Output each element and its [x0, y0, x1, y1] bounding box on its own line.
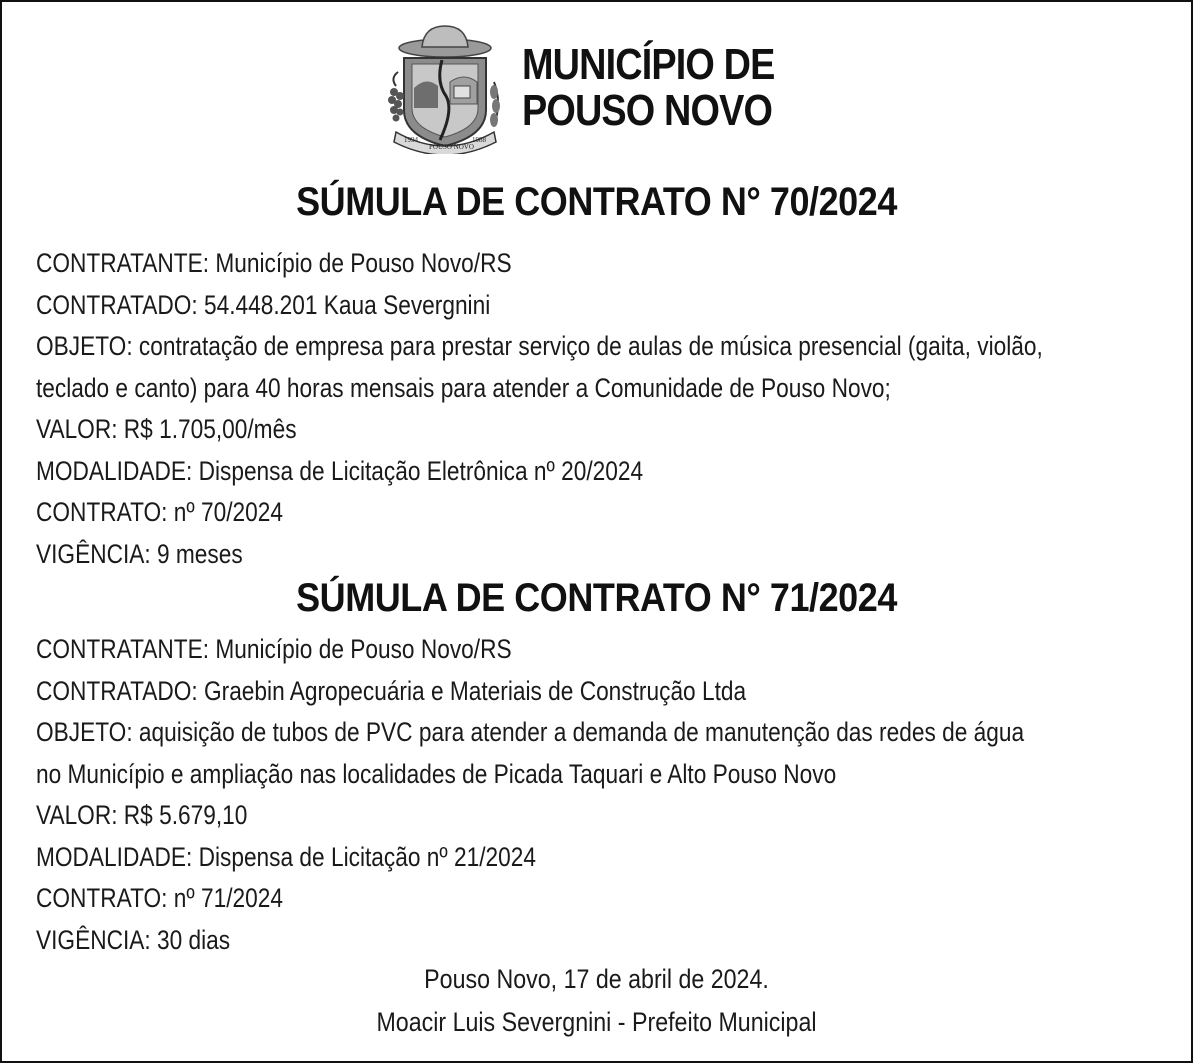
contract-71-valor: VALOR: R$ 5.679,10 — [36, 800, 248, 830]
municipality-name-line2: POUSO NOVO — [522, 86, 773, 135]
contract-70-contratante: CONTRATANTE: Município de Pouso Novo/RS — [36, 248, 512, 278]
municipality-name — [522, 42, 774, 134]
contract-70-objeto-line2: teclado e canto) para 40 horas mensais para atender a Comunidade de Pouso Novo; — [36, 372, 891, 403]
municipality-name-line1: MUNICÍPIO DE — [522, 40, 775, 89]
contract-70-contrato: CONTRATO: nº 70/2024 — [36, 497, 283, 527]
contract-71-contratado: CONTRATADO: Graebin Agropecuária e Materiais de Construção Ltda — [36, 675, 747, 706]
contract-70-vigencia: VIGÊNCIA: 9 meses — [36, 538, 243, 569]
header — [382, 22, 816, 154]
contract-71-contrato: CONTRATO: nº 71/2024 — [36, 883, 283, 913]
place-date: Pouso Novo, 17 de abril de 2024. — [424, 964, 769, 994]
contract-70-contratado: CONTRATADO: 54.448.201 Kaua Severgnini — [36, 289, 491, 320]
section-title-contract-70: SÚMULA DE CONTRATO N° 70/2024 — [296, 180, 897, 224]
svg-text:1994: 1994 — [404, 136, 418, 144]
contract-70-valor: VALOR: R$ 1.705,00/mês — [36, 414, 297, 444]
municipal-coat-of-arms-icon — [382, 22, 508, 154]
signature-block — [2, 958, 1191, 1044]
contract-71-details — [36, 629, 1169, 961]
contract-71-modalidade: MODALIDADE: Dispensa de Licitação nº 21/2024 — [36, 841, 536, 872]
section-title-contract-71: SÚMULA DE CONTRATO N° 71/2024 — [296, 576, 897, 620]
contract-70-modalidade: MODALIDADE: Dispensa de Licitação Eletrônica nº 20/2024 — [36, 455, 644, 486]
contract-71-objeto-line1: OBJETO: aquisição de tubos de PVC para atender a demanda de manutenção das redes de água — [36, 717, 1025, 747]
svg-text:1988: 1988 — [472, 136, 486, 144]
contract-71-vigencia: VIGÊNCIA: 30 dias — [36, 924, 231, 955]
signature-mayor: Moacir Luis Severgnini - Prefeito Municipal — [376, 1007, 817, 1037]
contract-70-details — [36, 243, 1169, 575]
contract-71-contratante: CONTRATANTE: Município de Pouso Novo/RS — [36, 634, 512, 664]
contract-71-objeto-line2: no Município e ampliação nas localidades de Picada Taquari e Alto Pouso Novo — [36, 758, 837, 789]
contract-70-objeto-line1: OBJETO: contratação de empresa para prestar serviço de aulas de música presencial (gaita, violão, — [36, 331, 1043, 361]
svg-text:POUSO NOVO: POUSO NOVO — [429, 143, 474, 151]
